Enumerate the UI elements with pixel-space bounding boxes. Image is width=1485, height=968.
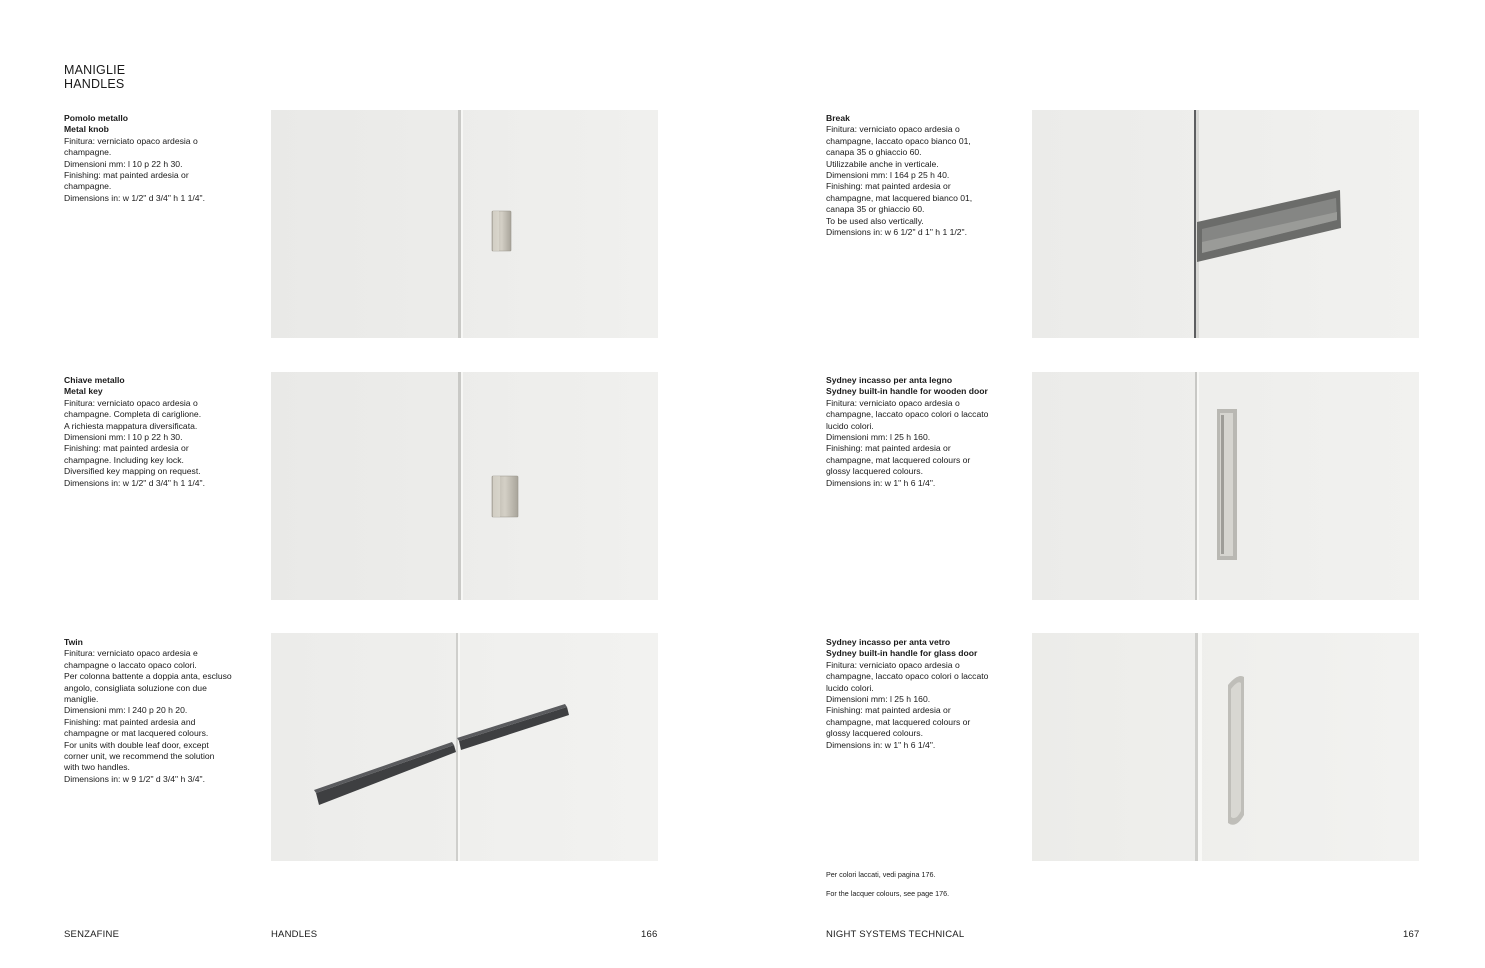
photo-twin [271,633,658,861]
spec-line: A richiesta mappatura diversificata. [64,420,198,431]
note-english: For the lacquer colours, see page 176. [826,889,950,898]
spec-line: Dimensions in: w 6 1/2" d 1" h 1 1/2". [826,227,967,238]
spec-line: Dimensioni mm: l 25 h 160. [826,694,931,705]
spec-line: champagne. Including key lock. [64,454,184,465]
spec-line: glossy lacquered colours. [826,728,923,739]
spec-line: champagne, mat lacquered colours or [826,454,971,465]
spec-line: Dimensions in: w 1/2" d 3/4" h 1 1/4". [64,192,205,203]
spec-line: Finishing: mat painted ardesia or [826,443,951,454]
note-italian: Per colori laccati, vedi pagina 176. [826,870,936,879]
item-name-it: Pomolo metallo [64,113,128,123]
item-name-it: Sydney incasso per anta legno [826,375,953,385]
footer-section-right: NIGHT SYSTEMS TECHNICAL [826,929,965,940]
spec-line: champagne. [64,147,112,158]
photo-sydney-wooden [1032,372,1419,600]
photo-sydney-glass [1032,633,1419,861]
page-number-right: 167 [1403,929,1420,940]
item-name-it: Sydney incasso per anta vetro [826,637,951,647]
spec-line: maniglie. [64,694,99,705]
item-name-it: Chiave metallo [64,375,125,385]
footer-brand: SENZAFINE [64,929,120,940]
item-name-en: Metal key [64,386,103,397]
title-english: HANDLES [64,77,125,91]
spec-line: Utilizzabile anche in verticale. [826,158,939,169]
spec-line: Dimensioni mm: l 10 p 22 h 30. [64,158,183,169]
item-name-en: Sydney built-in handle for glass door [826,648,978,659]
spec-line: champagne o laccato opaco colori. [64,659,197,670]
spec-line: Finitura: verniciato opaco ardesia o [826,397,960,408]
spec-line: Dimensioni mm: l 240 p 20 h 20. [64,705,188,716]
photo-metal-key [271,372,658,600]
item-name: Twin [64,637,83,647]
description-metal-knob [64,113,249,204]
page-title [64,63,125,91]
item-name: Break [826,113,850,123]
spec-line: lucido colori. [826,420,874,431]
spec-line: corner unit, we recommend the solution [64,751,215,762]
spec-line: champagne. Completa di cariglione. [64,409,202,420]
spec-line: champagne, laccato opaco colori o laccato [826,671,989,682]
spec-line: Dimensioni mm: l 25 h 160. [826,432,931,443]
spec-line: Finishing: mat painted ardesia or [64,443,189,454]
spec-line: canapa 35 or ghiaccio 60. [826,204,925,215]
spec-line: Finishing: mat painted ardesia and [64,716,196,727]
description-sydney-glass [826,637,1026,751]
spec-line: Finitura: verniciato opaco ardesia o [826,124,960,135]
title-italian: MANIGLIE [64,63,126,77]
page-number-left: 166 [641,929,658,940]
spec-line: with two handles. [64,762,130,773]
spec-line: angolo, consigliata soluzione con due [64,682,207,693]
footer-section-left: HANDLES [271,929,318,940]
spec-line: champagne, mat lacquered bianco 01, [826,192,973,203]
spec-line: Dimensioni mm: l 164 p 25 h 40. [826,170,950,181]
spec-line: Per colonna battente a doppia anta, escluso [64,671,232,682]
spec-line: To be used also vertically. [826,215,924,226]
photo-break [1032,110,1419,338]
item-name-en: Metal knob [64,124,109,135]
spec-line: Dimensions in: w 1" h 6 1/4". [826,739,936,750]
description-sydney-wooden [826,375,1026,489]
spec-line: Dimensions in: w 1" h 6 1/4". [826,477,936,488]
description-metal-key [64,375,249,489]
description-twin [64,637,254,785]
spec-line: champagne, mat lacquered colours or [826,716,971,727]
spec-line: Finishing: mat painted ardesia or [826,181,951,192]
spec-line: canapa 35 o ghiaccio 60. [826,147,922,158]
spec-line: glossy lacquered colours. [826,466,923,477]
spec-line: Dimensioni mm: l 10 p 22 h 30. [64,432,183,443]
spec-line: champagne, laccato opaco colori o laccato [826,409,989,420]
spec-line: Finishing: mat painted ardesia or [826,705,951,716]
spec-line: Diversified key mapping on request. [64,466,201,477]
spec-line: lucido colori. [826,682,874,693]
spec-line: Finitura: verniciato opaco ardesia o [64,397,198,408]
spec-line: champagne, laccato opaco bianco 01, [826,135,971,146]
spec-line: Finitura: verniciato opaco ardesia o [64,135,198,146]
spec-line: champagne. [64,181,112,192]
spec-line: Finitura: verniciato opaco ardesia o [826,659,960,670]
spec-line: Finishing: mat painted ardesia or [64,170,189,181]
photo-metal-knob [271,110,658,338]
spec-line: Dimensions in: w 9 1/2" d 3/4" h 3/4". [64,773,205,784]
spec-line: For units with double leaf door, except [64,739,209,750]
spec-line: champagne or mat lacquered colours. [64,728,209,739]
description-break [826,113,1011,238]
spec-line: Dimensions in: w 1/2" d 3/4" h 1 1/4". [64,477,205,488]
item-name-en: Sydney built-in handle for wooden door [826,386,988,397]
spec-line: Finitura: verniciato opaco ardesia e [64,648,198,659]
